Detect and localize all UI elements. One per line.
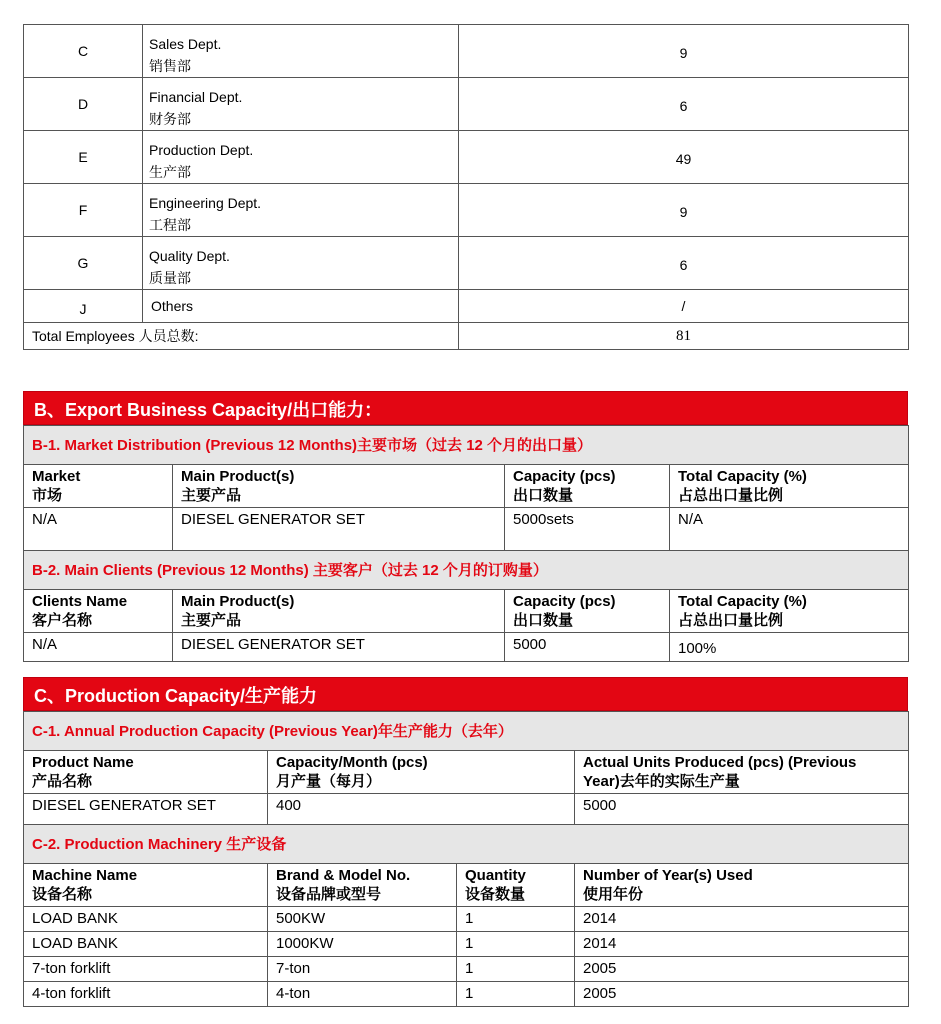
cell: LOAD BANK — [24, 907, 268, 932]
dept-code: F — [24, 184, 143, 237]
header-cn: 主要产品 — [181, 612, 242, 629]
cell: 1 — [457, 907, 575, 932]
header-cn: 使用年份 — [583, 886, 644, 903]
dept-name: Others — [143, 290, 459, 323]
table-row — [24, 932, 909, 957]
col-header-machine-name — [24, 864, 268, 907]
table-row — [24, 131, 909, 184]
section-b-header: B、Export Business Capacity/出口能力： — [23, 391, 908, 425]
header-cn: 月产量（每月） — [276, 773, 382, 790]
c1-subheader: C-1. Annual Production Capacity (Previous Year)年生产能力（去年） — [24, 712, 909, 751]
cell: DIESEL GENERATOR SET — [24, 794, 268, 825]
dept-name-en: Engineering Dept. — [149, 195, 262, 211]
table-row — [24, 633, 909, 662]
cell: 400 — [268, 794, 575, 825]
table-header-row — [24, 590, 909, 633]
cell: 1000KW — [268, 932, 457, 957]
header-cn: 设备数量 — [465, 886, 526, 903]
total-employees-label: Total Employees 人员总数: — [24, 323, 459, 350]
dept-name — [143, 78, 459, 131]
col-header-years-used — [575, 864, 909, 907]
dept-count: 49 — [459, 131, 909, 184]
header-cn: 产品名称 — [32, 773, 93, 790]
table-row — [24, 794, 909, 825]
dept-name-cn: 销售部 — [149, 58, 191, 74]
header-en: Quantity — [465, 867, 526, 884]
table-row — [24, 907, 909, 932]
department-table — [23, 24, 909, 350]
cell: 7-ton forklift — [24, 957, 268, 982]
col-header-actual-units — [575, 751, 909, 794]
dept-count: 9 — [459, 184, 909, 237]
cell: 100% — [670, 633, 909, 662]
dept-name-en: Production Dept. — [149, 142, 254, 158]
table-row — [24, 184, 909, 237]
cell: 2014 — [575, 907, 909, 932]
table-row — [24, 290, 909, 323]
cell: DIESEL GENERATOR SET — [173, 508, 505, 551]
header-en: Capacity/Month (pcs) — [276, 754, 428, 771]
dept-code: C — [24, 25, 143, 78]
dept-name-en: Sales Dept. — [149, 36, 222, 52]
cell: 1 — [457, 982, 575, 1007]
production-capacity-table — [23, 711, 909, 1007]
header-cn: 占总出口量比例 — [678, 487, 784, 504]
cell: 2005 — [575, 982, 909, 1007]
col-header-capacity — [505, 465, 670, 508]
b2-subheader: B-2. Main Clients (Previous 12 Months) 主要客户（过去 12 个月的订购量） — [24, 551, 909, 590]
header-shift — [171, 753, 566, 791]
dept-count: 6 — [459, 237, 909, 290]
header-en: Number of Year(s) Used — [583, 867, 753, 884]
table-row — [24, 237, 909, 290]
cell: 4-ton — [268, 982, 457, 1007]
header-cn: 设备品牌或型号 — [276, 886, 382, 903]
table-header-row — [24, 864, 909, 907]
header-en: Brand & Model No. — [276, 867, 411, 884]
dept-code: E — [24, 131, 143, 184]
cell: LOAD BANK — [24, 932, 268, 957]
header-en: Main Product(s) — [181, 468, 295, 485]
header-cn: 出口数量 — [513, 612, 574, 629]
header-cn: 占总出口量比例 — [678, 612, 784, 629]
header-en: Main Product(s) — [181, 593, 295, 610]
cell: N/A — [24, 633, 173, 662]
table-row — [24, 508, 909, 551]
total-row — [24, 323, 909, 350]
dept-name-cn: 工程部 — [149, 217, 191, 233]
dept-count: / — [459, 290, 909, 323]
col-header-product — [173, 590, 505, 633]
dept-code: G — [24, 237, 143, 290]
col-header-total-capacity — [670, 465, 909, 508]
dept-name-cn: 财务部 — [149, 111, 191, 127]
header-wrap — [268, 753, 566, 791]
cell: N/A — [24, 508, 173, 551]
col-header-capacity — [505, 590, 670, 633]
col-header-brand-model — [268, 864, 457, 907]
dept-count: 9 — [459, 25, 909, 78]
col-header-capacity-month — [268, 751, 575, 794]
header-en: Capacity (pcs) — [513, 593, 616, 610]
header-cn: 设备名称 — [32, 886, 93, 903]
header-cn: Year)去年的实际生产量 — [583, 773, 740, 790]
col-header-total-capacity — [670, 590, 909, 633]
table-header-row — [24, 751, 909, 794]
dept-count: 6 — [459, 78, 909, 131]
table-header-row — [24, 465, 909, 508]
dept-name — [143, 25, 459, 78]
col-header-clients — [24, 590, 173, 633]
export-capacity-table — [23, 425, 909, 662]
header-cn: 主要产品 — [181, 487, 242, 504]
col-header-market — [24, 465, 173, 508]
table-row — [24, 957, 909, 982]
dept-name — [143, 131, 459, 184]
header-en: Product Name — [32, 754, 134, 771]
cell: 5000sets — [505, 508, 670, 551]
cell: 1 — [457, 932, 575, 957]
cell: 5000 — [575, 794, 909, 825]
section-c-header: C、Production Capacity/生产能力 — [23, 677, 908, 711]
cell: 2005 — [575, 957, 909, 982]
dept-name — [143, 184, 459, 237]
header-cn: 客户名称 — [32, 612, 93, 629]
dept-name-cn: 质量部 — [149, 270, 191, 286]
header-en: Total Capacity (%) — [678, 468, 807, 485]
b1-subheader: B-1. Market Distribution (Previous 12 Months)主要市场（过去 12 个月的出口量） — [24, 426, 909, 465]
header-en: Market — [32, 468, 81, 485]
c2-subheader: C-2. Production Machinery 生产设备 — [24, 825, 909, 864]
header-en: Total Capacity (%) — [678, 593, 807, 610]
col-header-quantity — [457, 864, 575, 907]
cell: 5000 — [505, 633, 670, 662]
table-row — [24, 25, 909, 78]
table-row — [24, 982, 909, 1007]
dept-code: J — [24, 290, 143, 323]
col-header-product — [173, 465, 505, 508]
cell: DIESEL GENERATOR SET — [173, 633, 505, 662]
cell: 7-ton — [268, 957, 457, 982]
total-employees-count: 81 — [459, 323, 909, 350]
dept-name-en: Quality Dept. — [149, 248, 230, 264]
header-en: Capacity (pcs) — [513, 468, 616, 485]
header-en: Clients Name — [32, 593, 128, 610]
header-cn: 市场 — [32, 487, 63, 504]
cell: 2014 — [575, 932, 909, 957]
dept-name-en: Financial Dept. — [149, 89, 243, 105]
table-row — [24, 78, 909, 131]
cell: 4-ton forklift — [24, 982, 268, 1007]
dept-name-cn: 生产部 — [149, 164, 191, 180]
cell: 500KW — [268, 907, 457, 932]
dept-name — [143, 237, 459, 290]
cell: N/A — [670, 508, 909, 551]
header-en: Machine Name — [32, 867, 138, 884]
header-cn: 出口数量 — [513, 487, 574, 504]
cell: 1 — [457, 957, 575, 982]
dept-code: D — [24, 78, 143, 131]
header-en: Actual Units Produced (pcs) (Previous — [583, 754, 857, 771]
